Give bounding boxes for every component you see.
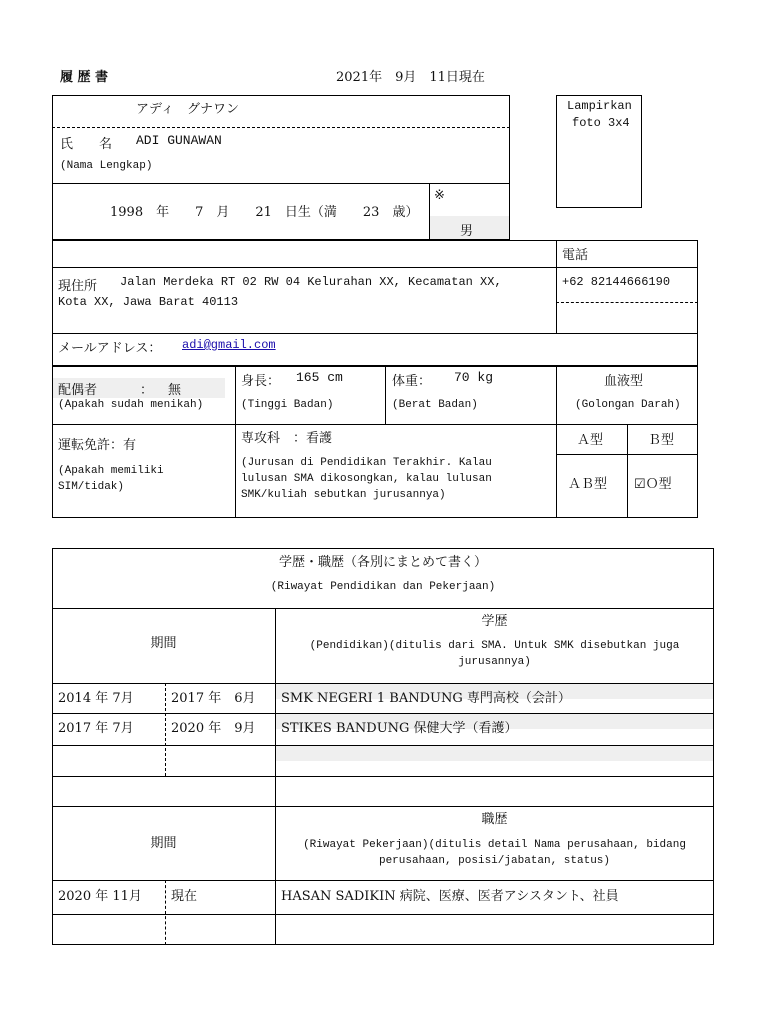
edu-title: 学歴 — [481, 614, 508, 629]
history-title: 学歴・職歴（各別にまとめて書く） — [278, 555, 487, 570]
birth-date: 1998 年 7 月 21 日生（満 23 歳） — [110, 205, 419, 220]
blood-type-ab[interactable]: ＡＢ型 — [568, 477, 608, 492]
edu-row-1-from: 2014 年 7月 — [58, 691, 134, 706]
blood-type-b[interactable]: Ｂ型 — [648, 433, 675, 448]
weight-label: 体重： — [392, 374, 432, 389]
gender-value: 男 — [460, 224, 474, 239]
edu-row-1-desc: SMK NEGERI 1 BANDUNG 専門高校（会計） — [281, 691, 571, 706]
spouse-sub: (Apakah sudah menikah) — [58, 399, 204, 411]
work-sub-2: perusahaan, posisi/jabatan, status) — [378, 855, 611, 867]
work-title: 職歴 — [481, 812, 508, 827]
license-label: 運転免許：有 — [58, 438, 137, 453]
major-sub-3: SMK/kuliah sebutkan jurusannya) — [241, 489, 446, 501]
blood-label: 血液型 — [604, 374, 644, 389]
edu-sub-2: jurusannya) — [458, 656, 531, 668]
resume-date: 2021年 9月 11日現在 — [336, 70, 485, 85]
edu-sub-1: (Pendidikan)(ditulis dari SMA. Untuk SMK disebutkan juga — [309, 640, 680, 652]
blood-type-o[interactable]: ☑Ｏ型 — [634, 477, 672, 492]
photo-label-2: foto 3x4 — [572, 116, 630, 130]
address-label: 現住所 — [58, 279, 98, 294]
major-sub-1: (Jurusan di Pendidikan Terakhir. Kalau — [241, 457, 492, 469]
furigana: アディ グナワン — [136, 102, 239, 117]
height-label: 身長： — [241, 374, 281, 389]
edu-row-2-desc: STIKES BANDUNG 保健大学（看護） — [281, 721, 518, 736]
name-label: 氏 名 — [60, 137, 113, 152]
history-subtitle: (Riwayat Pendidikan dan Pekerjaan) — [270, 581, 496, 593]
resume-title: 履 歴 書 — [60, 70, 109, 85]
work-row-1-to: 現在 — [171, 889, 198, 904]
address-line-1: Jalan Merdeka RT 02 RW 04 Kelurahan XX, Kecamatan XX, — [120, 275, 502, 289]
edu-row-2-from: 2017 年 7月 — [58, 721, 134, 736]
phone-label: 電話 — [562, 248, 589, 263]
work-row-1-from: 2020 年 11月 — [58, 889, 142, 904]
license-sub-2: SIM/tidak) — [58, 481, 125, 493]
edu-row-2-to: 2020 年 9月 — [171, 721, 256, 736]
weight-value: 70 kg — [454, 370, 494, 385]
work-sub-1: (Riwayat Pekerjaan)(ditulis detail Nama perusahaan, bidang — [303, 839, 686, 851]
gender-mark: ※ — [434, 188, 445, 203]
major-label: 専攻科 ：看護 — [241, 431, 333, 446]
license-sub-1: (Apakah memiliki — [58, 465, 164, 477]
name-value: ADI GUNAWAN — [136, 133, 222, 148]
photo-label-1: Lampirkan — [567, 99, 632, 113]
major-sub-2: lulusan SMA dikosongkan, kalau lulusan — [241, 473, 492, 485]
name-sub: (Nama Lengkap) — [60, 160, 153, 172]
email-label: メールアドレス： — [58, 341, 162, 356]
work-period-label: 期間 — [150, 836, 177, 851]
edu-period-label: 期間 — [150, 636, 177, 651]
blood-type-a[interactable]: Ａ型 — [577, 433, 604, 448]
spouse-value: 無 — [168, 383, 182, 398]
address-line-2: Kota XX, Jawa Barat 40113 — [58, 295, 239, 309]
weight-sub: (Berat Badan) — [392, 399, 478, 411]
spouse-colon: ： — [140, 383, 154, 398]
height-sub: (Tinggi Badan) — [241, 399, 334, 411]
edu-row-1-to: 2017 年 6月 — [171, 691, 256, 706]
blood-sub: (Golongan Darah) — [575, 399, 681, 411]
spouse-label: 配偶者 — [58, 383, 98, 398]
email-link[interactable]: adi@gmail.com — [182, 338, 276, 352]
phone-value: +62 82144666190 — [562, 275, 671, 289]
height-value: 165 cm — [296, 370, 343, 385]
work-row-1-desc: HASAN SADIKIN 病院、医療、医者アシスタント、社員 — [281, 889, 619, 904]
